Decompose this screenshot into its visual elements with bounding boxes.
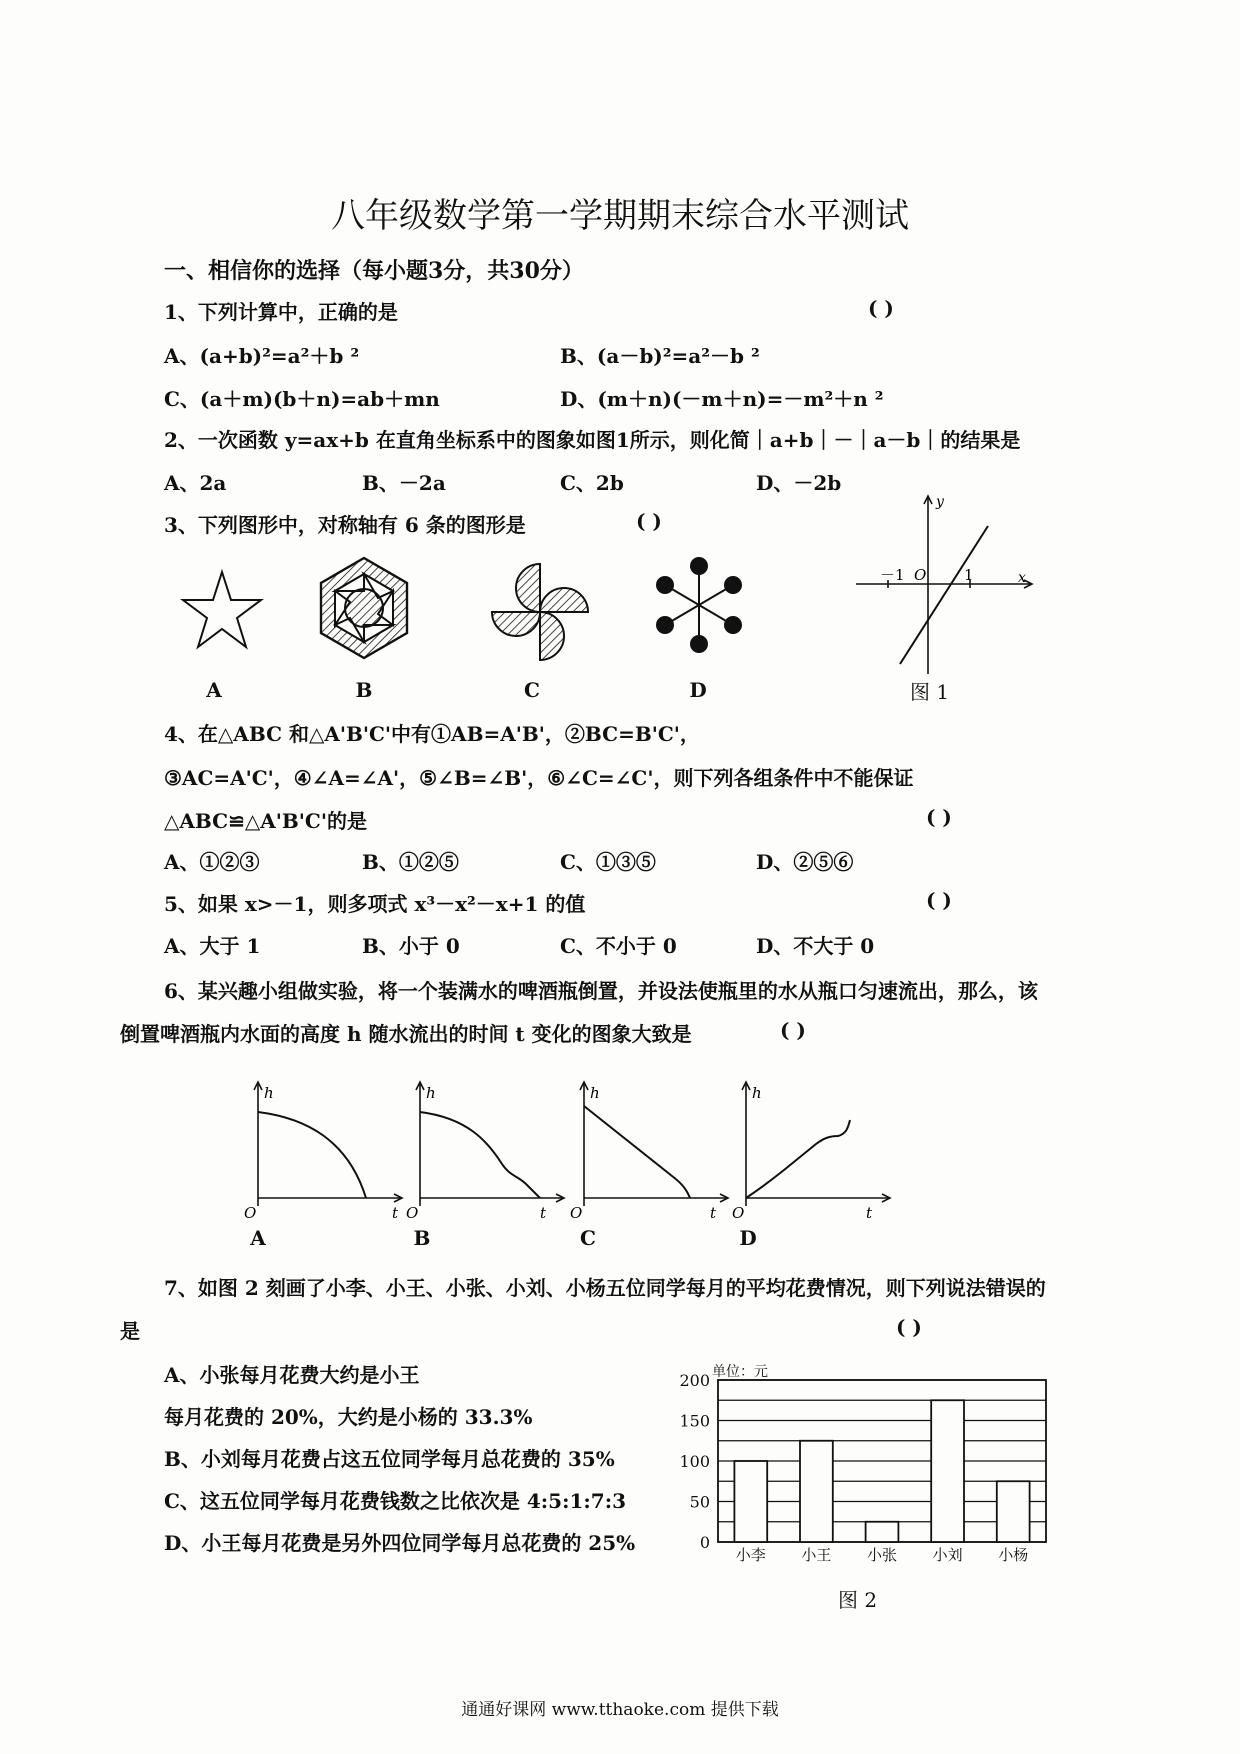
star-figure [170,560,270,660]
q6-answer-paren: ( ) [780,1018,806,1042]
q6-graph-d-t-label: t [866,1204,873,1220]
q1-stem: 1、下列计算中，正确的是 [164,300,398,324]
q4-option-a: A、①②③ [164,850,260,874]
figure1-origin-label: O [914,566,927,584]
q4-option-b: B、①②⑤ [362,850,459,874]
q2-stem: 2、一次函数 y=ax+b 在直角坐标系中的图象如图1所示，则化简｜a+b｜－｜a－b｜的结果是 [164,428,1021,452]
q4-line1: 4、在△ABC 和△A'B'C'中有①AB=A'B'，②BC=B'C'， [164,722,700,746]
q7-option-b: B、小刘每月花费占这五位同学每月总花费的 35% [164,1447,615,1471]
q6-graph-b-origin-label: O [406,1204,419,1220]
six-dots-figure [644,550,754,660]
q6-line2: 倒置啤酒瓶内水面的高度 h 随水流出的时间 t 变化的图象大致是 [120,1022,692,1046]
y-tick-label: 200 [679,1371,710,1390]
q6-graph-c-origin-label: O [570,1204,583,1220]
q2-option-d: D、－2b [756,471,842,495]
q4-answer-paren: ( ) [926,805,952,829]
q3-stem: 3、下列图形中，对称轴有 6 条的图形是 [164,513,526,537]
q6-graph-b-h-label: h [426,1084,436,1102]
q2-option-a: A、2a [164,471,227,495]
page-title: 八年级数学第一学期期末综合水平测试 [331,196,909,236]
q5-answer-paren: ( ) [926,888,952,912]
q4-line2: ③AC=A'C'，④∠A=∠A'，⑤∠B=∠B'，⑥∠C=∠C'，则下列各组条件中不能保证 [164,766,914,790]
figure1-tick-pos: 1 [964,566,974,584]
x-category-label: 小王 [801,1546,832,1564]
bar-1 [734,1461,767,1542]
y-tick-label: 0 [699,1533,710,1552]
q5-option-a: A、大于 1 [164,934,261,958]
figure1-y-label: y [936,494,944,510]
x-category-label: 小李 [735,1546,766,1564]
q2-option-b: B、－2a [362,471,446,495]
bar-5 [997,1481,1030,1542]
q6-graph-d-origin-label: O [732,1204,745,1220]
q4-option-d: D、②⑤⑥ [756,850,854,874]
x-category-label: 小杨 [998,1546,1029,1564]
footer-credit: 通通好课网 www.tthaoke.com 提供下载 [461,1700,779,1720]
unit-label: 单位：元 [712,1364,768,1380]
q6-graph-a-origin-label: O [244,1204,257,1220]
q6-graph-a-h-label: h [264,1084,274,1102]
q3-label-d: D [689,678,707,702]
q5-option-b: B、小于 0 [362,934,460,958]
q1-option-b: B、(a－b)²=a²－b ² [560,344,760,368]
q5-stem: 5、如果 x>－1，则多项式 x³－x²－x+1 的值 [164,892,586,916]
q7-option-a-line2: 每月花费的 20%，大约是小杨的 33.3% [164,1405,533,1429]
q6-graph-c-t-label: t [710,1204,717,1220]
q6-line1: 6、某兴趣小组做实验，将一个装满水的啤酒瓶倒置，并设法使瓶里的水从瓶口匀速流出，那么，该 [164,979,1038,1003]
q7-option-a-line1: A、小张每月花费大约是小王 [164,1363,420,1387]
figure2-bar-chart [670,1360,1070,1580]
figure1-caption: 图 1 [910,680,950,704]
q7-option-c: C、这五位同学每月花费钱数之比依次是 4:5:1:7:3 [164,1489,626,1513]
q2-option-c: C、2b [560,471,624,495]
x-category-label: 小刘 [932,1546,963,1564]
q6-graph-a-t-label: t [392,1204,399,1220]
q6-label-c: C [580,1226,596,1250]
figure1-tick-neg: －1 [880,566,905,584]
y-tick-label: 100 [679,1452,710,1471]
q6-graph-b [398,1080,568,1220]
bar-3 [866,1522,899,1542]
q1-option-a: A、(a+b)²=a²＋b ² [164,344,360,368]
bar-4 [931,1400,964,1542]
q6-label-a: A [250,1226,266,1250]
q7-line1: 7、如图 2 刻画了小李、小王、小张、小刘、小杨五位同学每月的平均花费情况，则下列说法错误的 [164,1276,1046,1300]
q5-option-d: D、不大于 0 [756,934,875,958]
q1-answer-paren: ( ) [868,296,894,320]
q4-line3: △ABC≌△A'B'C'的是 [164,809,367,833]
q6-graph-d-h-label: h [752,1084,762,1102]
section-heading: 一、相信你的选择（每小题3分，共30分） [164,258,584,284]
bar-2 [800,1441,833,1542]
q7-answer-paren: ( ) [896,1315,922,1339]
q3-label-c: C [524,678,540,702]
q1-option-d: D、(m＋n)(－m＋n)=－m²＋n ² [560,387,884,411]
q3-answer-paren: ( ) [636,509,662,533]
hexagon-figure [308,552,420,664]
q4-option-c: C、①③⑤ [560,850,656,874]
q6-graph-a [236,1080,406,1220]
y-tick-label: 150 [679,1411,710,1431]
q6-label-d: D [739,1226,757,1250]
q7-line2: 是 [120,1319,140,1343]
q3-label-a: A [206,678,222,702]
figure2-caption: 图 2 [838,1588,878,1612]
q1-option-c: C、(a＋m)(b＋n)=ab＋mn [164,387,440,411]
q6-graph-c-h-label: h [590,1084,600,1102]
x-category-label: 小张 [866,1546,898,1564]
q6-graph-b-t-label: t [540,1204,547,1220]
figure1-graph [850,490,1040,680]
q7-option-d: D、小王每月花费是另外四位同学每月总花费的 25% [164,1531,636,1555]
pinwheel-figure [484,556,596,668]
y-tick-label: 50 [689,1492,710,1512]
q6-graph-c [562,1080,732,1220]
q6-label-b: B [413,1226,431,1250]
q5-option-c: C、不小于 0 [560,934,677,958]
figure1-x-label: x [1018,570,1026,586]
q6-graph-d [724,1080,894,1220]
q3-label-b: B [355,678,373,702]
